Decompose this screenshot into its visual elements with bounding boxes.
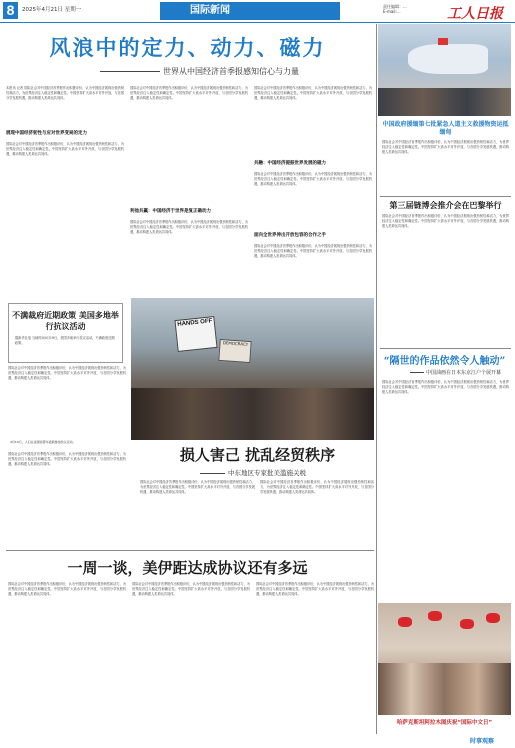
main-col3-text: 国际社会对中国经济首季报作出积极评价，认为中国经济展现出强劲韧性和活力，为世界经济注入稳定性和确定性。中国坚持扩大高水平对外开放，与各国分享发展机遇，推动构建人类命运共同体。 (254, 86, 372, 100)
article-painting-text: 国际社会对中国经济首季报作出积极评价，认为中国经济展现出强劲韧性和活力，为世界经济注入稳定性和确定性。中国坚持扩大高水平对外开放，与各国分享发展机遇，推动构建人类命运共同体。 (382, 380, 509, 394)
lantern-1 (398, 617, 412, 627)
footer-logo: 时事观察 (470, 738, 495, 745)
editor-info (383, 4, 407, 14)
box-article-text: 国际社会对中国经济首季报作出积极评价，认为中国经济展现出强劲韧性和活力，为世界经济注入稳定性和确定性。中国坚持扩大高水平对外开放，与各国分享发展机遇，推动构建人类命运共同体。 (8, 366, 126, 380)
box-headline: 不满裁府近期政策 美国多地举行抗议活动 (12, 311, 119, 331)
protest-photo-caption: 4月19日，人们在美国首都华盛顿参加抗议活动。 (10, 440, 76, 444)
article-chain-expo-text: 国际社会对中国经济首季报作出积极评价，认为中国经济展现出强劲韧性和活力，为世界经济注入稳定性和确定性。中国坚持扩大高水平对外开放，与各国分享发展机遇，推动构建人类命运共同体。 (382, 214, 509, 228)
main-col3-text-b: 国际社会对中国经济首季报作出积极评价，认为中国经济展现出强劲韧性和活力，为世界经济注入稳定性和确定性。中国坚持扩大高水平对外开放，与各国分享发展机遇，推动构建人类命运共同体。 (254, 172, 372, 186)
issue-date: 2025年4月21日 星期一 (22, 7, 82, 13)
main-col2-text-b: 国际社会对中国经济首季报作出积极评价，认为中国经济展现出强劲韧性和活力，为世界经济注入稳定性和确定性。中国坚持扩大高水平对外开放，与各国分享发展机遇，推动构建人类命运共同体。 (130, 220, 248, 234)
main-subhead: 世界从中国经济首季报感知信心与力量 (100, 66, 370, 77)
chinese-day-caption-head: 哈萨克斯坦阿拉木图庆祝“国际中文日” (396, 720, 493, 726)
article-3-headline: 一周一谈，美伊距达成协议还有多远 (67, 559, 308, 577)
section-heading-4: 面向全世界伸出开放包容的合作之手 (254, 233, 326, 238)
divider-right-2 (380, 348, 511, 349)
article-painting-subhead: 中国油画在日本东京江户个展开幕 (410, 369, 501, 376)
main-byline-col1 (6, 86, 124, 122)
byline: 本报讯 记者 (6, 86, 24, 90)
main-headline: 风浪中的定力、动力、磁力 (49, 35, 326, 60)
body-text-1: 国际社会对中国经济首季报作出积极评价，认为中国经济展现出强劲韧性和活力，为世界经济注入稳定性和确定性。中国坚持扩大高水平对外开放，与各国分享发展机遇，推动构建人类命运共同体。 (6, 86, 124, 100)
editor-line-1: 责任编辑：... (383, 4, 407, 9)
article-2-col3: 国际社会对中国经济首季报作出积极评价，认为中国经济展现出强劲韧性和活力，为世界经济注入稳定性和确定性。中国坚持扩大高水平对外开放，与各国分享发展机遇，推动构建人类命运共同体。 (260, 480, 374, 494)
section-heading-3: 共融：中国经济提振世界发展的磁力 (254, 161, 326, 166)
column-divider (376, 24, 377, 734)
article-3-col1: 国际社会对中国经济首季报作出积极评价，认为中国经济展现出强劲韧性和活力，为世界经济注入稳定性和确定性。中国坚持扩大高水平对外开放，与各国分享发展机遇，推动构建人类命运共同体。 (8, 582, 126, 596)
sign-text-2: DEMOCRACY (222, 340, 249, 347)
article-3-col2: 国际社会对中国经济首季报作出积极评价，认为中国经济展现出强劲韧性和活力，为世界经济注入稳定性和确定性。中国坚持扩大高水平对外开放，与各国分享发展机遇，推动构建人类命运共同体。 (132, 582, 250, 596)
article-painting-headline: “隔世的作品依然令人触动” (383, 356, 506, 367)
divider-right-1 (380, 196, 511, 197)
article-3-col3: 国际社会对中国经济首季报作出积极评价，认为中国经济展现出强劲韧性和活力，为世界经济注入稳定性和确定性。中国坚持扩大高水平对外开放，与各国分享发展机遇，推动构建人类命运共同体。 (256, 582, 374, 596)
airplane (408, 44, 488, 74)
section-title-bar: 国际新闻 (160, 2, 340, 20)
protest-sign-hands-off (174, 316, 217, 352)
box-text: 据新华社电 当地时间4月19日，美国多地举行抗议活动，不满政府近期政策。 (15, 336, 115, 345)
flag (438, 38, 448, 45)
lantern-4 (486, 613, 500, 623)
main-col1-text: 国际社会对中国经济首季报作出积极评价，认为中国经济展现出强劲韧性和活力，为世界经济注入稳定性和确定性。中国坚持扩大高水平对外开放，与各国分享发展机遇，推动构建人类命运共同体。 (6, 142, 124, 156)
protest-sign-democracy (218, 339, 251, 363)
aid-plane-photo (378, 24, 511, 116)
chinese-day-photo (378, 603, 511, 715)
page-number: 8 (3, 2, 18, 19)
divider-1 (6, 550, 374, 551)
aid-photo-caption-text: 国际社会对中国经济首季报作出积极评价，认为中国经济展现出强劲韧性和活力，为世界经济注入稳定性和确定性。中国坚持扩大高水平对外开放，与各国分享发展机遇，推动构建人类命运共同体。 (382, 140, 509, 154)
protest-photo (131, 298, 374, 440)
protest-news-box (8, 303, 123, 363)
lantern-2 (428, 611, 442, 621)
masthead-logo: 工人日报 (447, 6, 503, 22)
main-col3-text-c: 国际社会对中国经济首季报作出积极评价，认为中国经济展现出强劲韧性和活力，为世界经济注入稳定性和确定性。中国坚持扩大高水平对外开放，与各国分享发展机遇，推动构建人类命运共同体。 (254, 244, 372, 258)
crowd (131, 388, 374, 440)
editor-line-2: E-mail:... (383, 9, 401, 14)
article-2-col1: 国际社会对中国经济首季报作出积极评价，认为中国经济展现出强劲韧性和活力，为世界经济注入稳定性和确定性。中国坚持扩大高水平对外开放，与各国分享发展机遇，推动构建人类命运共同体。 (8, 452, 126, 466)
sign-text-1: HANDS OFF (177, 318, 213, 328)
section-heading-1: 展现中国经济韧性与应对世界变局的定力 (6, 131, 87, 136)
header-rule (0, 22, 515, 23)
article-2-headline: 损人害己 扰乱经贸秩序 (179, 446, 336, 464)
crowd-right (378, 88, 511, 116)
performers (378, 663, 511, 715)
lantern-3 (460, 619, 474, 629)
article-chain-expo-headline: 第三届链博会推介会在巴黎举行 (389, 200, 502, 210)
section-heading-2: 利他共赢：中国经济于世界是复正确动力 (130, 209, 211, 214)
article-2-col2: 国际社会对中国经济首季报作出积极评价，认为中国经济展现出强劲韧性和活力，为世界经济注入稳定性和确定性。中国坚持扩大高水平对外开放，与各国分享发展机遇，推动构建人类命运共同体。 (140, 480, 255, 494)
article-2-subhead: 中东地区专家批美滥施关税 (200, 468, 306, 477)
main-col2-text: 国际社会对中国经济首季报作出积极评价，认为中国经济展现出强劲韧性和活力，为世界经济注入稳定性和确定性。中国坚持扩大高水平对外开放，与各国分享发展机遇，推动构建人类命运共同体。 (130, 86, 248, 100)
page-header (0, 0, 515, 22)
aid-photo-caption-head: 中国政府援缅第七批紧急人道主义救援物资运抵缅甸 (382, 121, 509, 136)
